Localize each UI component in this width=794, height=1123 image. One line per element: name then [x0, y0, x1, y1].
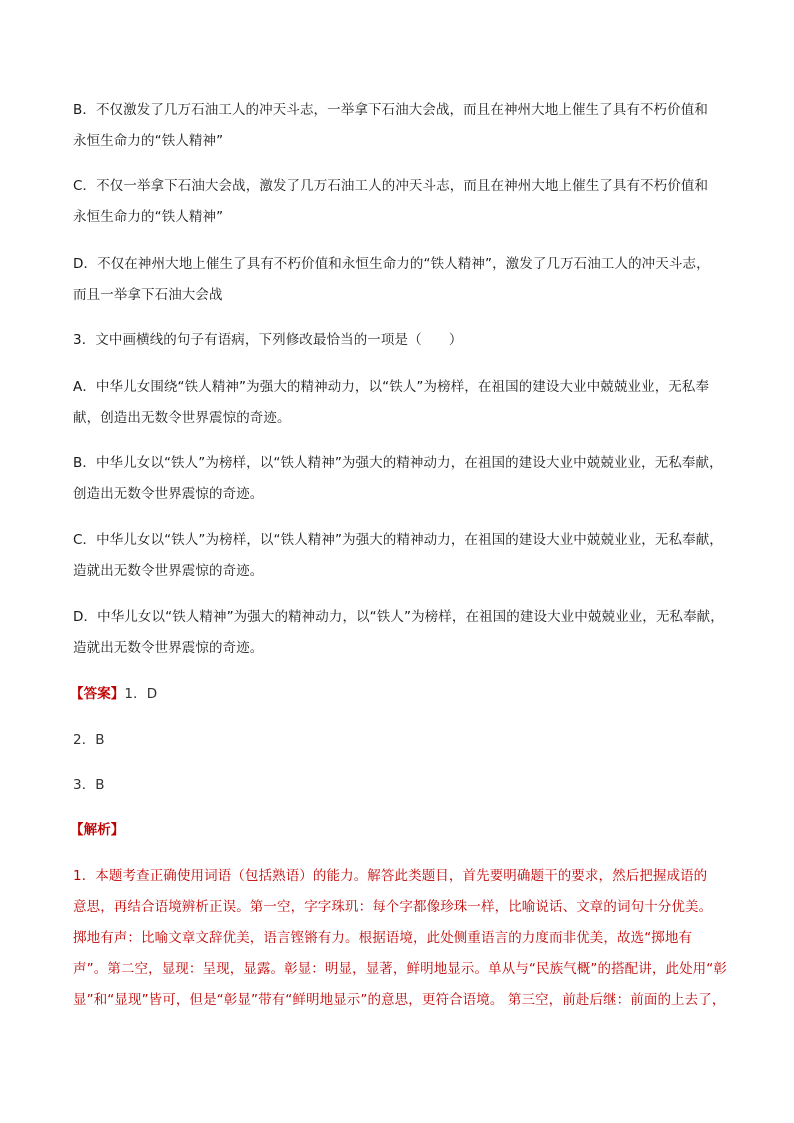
answer-3: 3．B: [73, 777, 105, 793]
option-b-q2-line1: B．不仅激发了几万石油工人的冲天斗志，一举拿下石油大会战，而且在神州大地上催生了具有不朽价值和: [73, 102, 708, 118]
option-b-q3-line1: B．中华儿女以“铁人”为榜样，以“铁人精神”为强大的精神动力，在祖国的建设大业中兢兢业业，无私奉献，: [73, 455, 723, 471]
option-c-q2-line1: C．不仅一举拿下石油大会战，激发了几万石油工人的冲天斗志，而且在神州大地上催生了具有不朽价值和: [73, 178, 709, 194]
option-d-q3-line1: D．中华儿女以“铁人精神”为强大的精神动力，以“铁人”为榜样，在祖国的建设大业中兢兢业业，无私奉献，: [73, 609, 724, 625]
option-c-q2-line2: 永恒生命力的“铁人精神”: [73, 209, 224, 225]
analysis-line-2: 意思，再结合语境辨析正误。第一空，字字珠玑：每个字都像珍珠一样，比喻说话、文章的词句十分优美。: [73, 899, 713, 915]
option-c-q3-line1: C．中华儿女以“铁人”为榜样，以“铁人精神”为强大的精神动力，在祖国的建设大业中兢兢业业，无私奉献，: [73, 532, 723, 548]
answer-label: 【答案】: [70, 686, 125, 702]
analysis-label: 【解析】: [70, 822, 125, 838]
option-a-q3-line2: 献，创造出无数令世界震惊的奇迹。: [73, 410, 291, 426]
option-a-q3-line1: A．中华儿女围绕“铁人精神”为强大的精神动力，以“铁人”为榜样，在祖国的建设大业中兢兢业业，无私奉: [73, 379, 710, 395]
answer-2: 2．B: [73, 732, 105, 748]
question3-stem: 3．文中画横线的句子有语病，下列修改最恰当的一项是（ ）: [73, 332, 463, 348]
analysis-line-3: 掷地有声：比喻文章文辞优美，语言铿锵有力。根据语境，此处侧重语言的力度而非优美，故选“掷地有: [73, 930, 693, 946]
answer-row-1: [70, 685, 157, 703]
option-b-q3-line2: 创造出无数令世界震惊的奇迹。: [73, 486, 264, 502]
option-c-q3-line2: 造就出无数令世界震惊的奇迹。: [73, 563, 264, 579]
analysis-line-4: 声”。第二空，显现：呈现，显露。彰显：明显，显著，鲜明地显示。单从与“民族气概”的搭配讲，此处用“彰: [73, 961, 727, 977]
analysis-line-1: 1．本题考查正确使用词语（包括熟语）的能力。解答此类题目，首先要明确题干的要求，然后把握成语的: [73, 868, 708, 884]
answer-1: 1．D: [124, 686, 158, 702]
analysis-line-5: 显”和“显现”皆可，但是“彰显”带有“鲜明地显示”的意思，更符合语境。 第三空，前赴后继：前面的上去了，: [73, 992, 726, 1008]
option-d-q2-line1: D．不仅在神州大地上催生了具有不朽价值和永恒生命力的“铁人精神”，激发了几万石油工人的冲天斗志，: [73, 256, 710, 272]
option-b-q2-line2: 永恒生命力的“铁人精神”: [73, 133, 224, 149]
option-d-q2-line2: 而且一举拿下石油大会战: [73, 287, 223, 303]
option-d-q3-line2: 造就出无数令世界震惊的奇迹。: [73, 640, 264, 656]
